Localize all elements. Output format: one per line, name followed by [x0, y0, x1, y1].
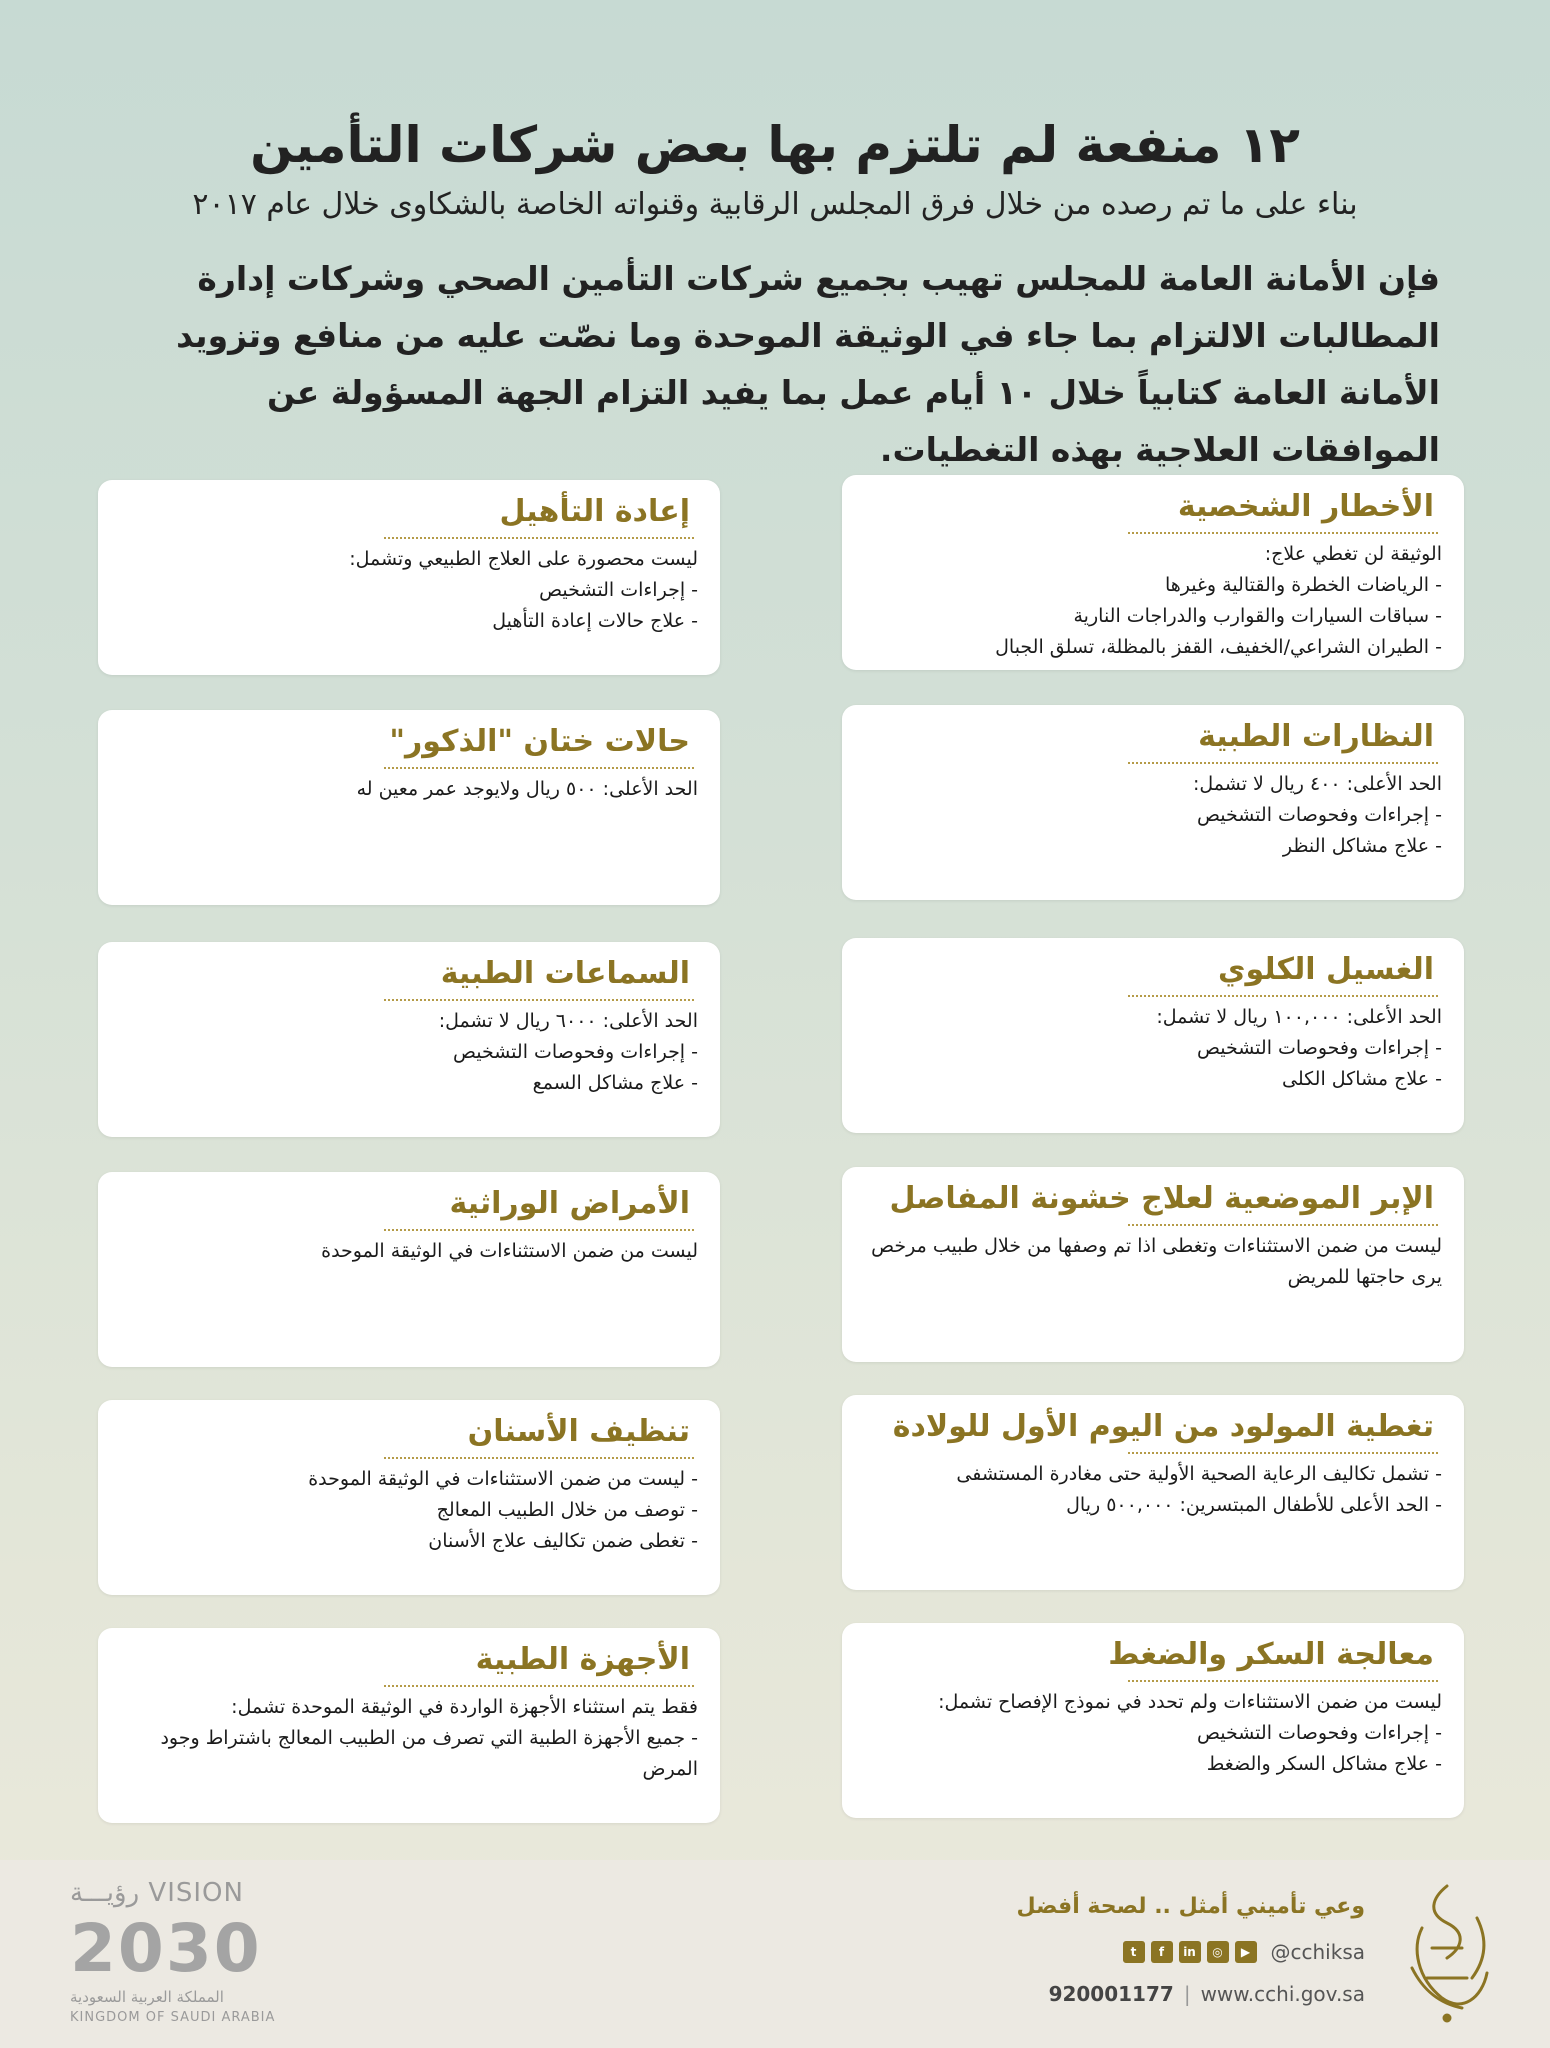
card-intro-line: ليست محصورة على العلاج الطبيعي وتشمل: [349, 548, 698, 570]
card-intro-line: الحد الأعلى: ٥٠٠ ريال ولايوجد عمر معين له [356, 778, 698, 800]
card-body [860, 1459, 1442, 1521]
website-link[interactable]: www.cchi.gov.sa [1200, 1982, 1365, 2006]
list-item: - توصف من خلال الطبيب المعالج [116, 1495, 698, 1526]
card-body [860, 1231, 1442, 1293]
card-intro-line: الحد الأعلى: ٤٠٠ ريال لا تشمل: [1192, 773, 1442, 795]
card-joint-injections [842, 1167, 1464, 1362]
card-personal-risks [842, 475, 1464, 670]
list-item: - الطيران الشراعي/الخفيف، القفز بالمظلة، تسلق الجبال [860, 632, 1442, 663]
card-genetic-diseases [98, 1172, 720, 1367]
card-newborn-coverage [842, 1395, 1464, 1590]
list-item: - الرياضات الخطرة والقتالية وغيرها [860, 570, 1442, 601]
contact-row [1049, 1982, 1365, 2006]
card-body [860, 1687, 1442, 1780]
list-item: - علاج مشاكل السمع [116, 1068, 698, 1099]
card-body [860, 539, 1442, 663]
list-item: - جميع الأجهزة الطبية التي تصرف من الطبيب المعالج باشتراط وجود المرض [116, 1723, 698, 1785]
card-dental-cleaning [98, 1400, 720, 1595]
card-diabetes-hypertension [842, 1623, 1464, 1818]
card-dialysis [842, 938, 1464, 1133]
list-item: - الحد الأعلى للأطفال المبتسرين: ٥٠٠,٠٠٠ ريال [860, 1490, 1442, 1521]
card-title: معالجة السكر والضغط [1108, 1637, 1434, 1676]
list-item: - علاج مشاكل السكر والضغط [860, 1749, 1442, 1780]
list-item: - علاج مشاكل النظر [860, 831, 1442, 862]
vision-2030-logo [70, 1878, 300, 2038]
card-title: تغطية المولود من اليوم الأول للولادة [893, 1409, 1434, 1448]
card-intro-line: ليست من ضمن الاستثناءات في الوثيقة الموحدة [321, 1240, 698, 1262]
card-title: الأخطار الشخصية [1178, 489, 1434, 528]
list-item: - علاج حالات إعادة التأهيل [116, 606, 698, 637]
cchi-logo-icon [1392, 1878, 1502, 2028]
kingdom-name-ar: المملكة العربية السعودية [70, 1988, 224, 2006]
card-title: النظارات الطبية [1198, 719, 1434, 758]
list-item: - إجراءات التشخيص [116, 575, 698, 606]
vision-year: 2030 [70, 1910, 262, 1987]
card-title: السماعات الطبية [441, 956, 690, 995]
page-title: ١٢ منفعة لم تلتزم بها بعض شركات التأمين [250, 116, 1300, 174]
card-title: إعادة التأهيل [500, 494, 690, 533]
youtube-icon[interactable]: ▶ [1235, 1941, 1257, 1963]
card-eyeglasses [842, 705, 1464, 900]
card-circumcision [98, 710, 720, 905]
list-item: - ليست من ضمن الاستثناءات في الوثيقة الموحدة [116, 1464, 698, 1495]
card-body [116, 544, 698, 637]
card-intro-line: ليست من ضمن الاستثناءات وتغطى اذا تم وصفها من خلال طبيب مرخص يرى حاجتها للمريض [871, 1235, 1442, 1288]
card-body [860, 1002, 1442, 1095]
card-body [860, 769, 1442, 862]
list-item: - سباقات السيارات والقوارب والدراجات النارية [860, 601, 1442, 632]
list-item: - تشمل تكاليف الرعاية الصحية الأولية حتى مغادرة المستشفى [860, 1459, 1442, 1490]
card-body [116, 1236, 698, 1267]
page-subtitle: بناء على ما تم رصده من خلال فرق المجلس الرقابية وقنواته الخاصة بالشكاوى خلال عام ٢٠١٧ [192, 187, 1358, 222]
card-title: الغسيل الكلوي [1218, 952, 1434, 991]
card-title: تنظيف الأسنان [468, 1414, 690, 1453]
card-body [116, 1006, 698, 1099]
kingdom-name-en: KINGDOM OF SAUDI ARABIA [70, 2010, 276, 2025]
list-item: - إجراءات وفحوصات التشخيص [860, 800, 1442, 831]
card-title: حالات ختان "الذكور" [389, 724, 690, 763]
phone-number[interactable]: 920001177 [1048, 1982, 1174, 2006]
divider: | [1183, 1982, 1191, 2006]
social-handle[interactable]: @cchiksa [1270, 1940, 1365, 1964]
card-rehabilitation [98, 480, 720, 675]
social-row [1123, 1940, 1365, 1964]
card-title: الأمراض الوراثية [449, 1186, 690, 1225]
card-title: الإبر الموضعية لعلاج خشونة المفاصل [890, 1181, 1434, 1220]
list-item: - علاج مشاكل الكلى [860, 1064, 1442, 1095]
card-medical-devices [98, 1628, 720, 1823]
header [50, 110, 1500, 228]
vision-label [70, 1878, 244, 1908]
card-intro-line: الحد الأعلى: ١٠٠,٠٠٠ ريال لا تشمل: [1156, 1006, 1442, 1028]
card-intro-line: الحد الأعلى: ٦٠٠٠ ريال لا تشمل: [438, 1010, 698, 1032]
linkedin-icon[interactable]: in [1179, 1941, 1201, 1963]
vision-label-ar: رؤيـــة [70, 1878, 140, 1908]
intro-paragraph: فإن الأمانة العامة للمجلس تهيب بجميع شركات التأمين الصحي وشركات إدارة المطالبات الالتزام بما جاء في الوثيقة الموحدة وما نصّت عليه من منافع وتزويد الأمانة العامة كتابياً خلال ١٠ أيام عمل بما يفيد التزام الجهة المسؤولة عن الموافقات العلاجية بهذه التغطيات. [176, 259, 1440, 469]
card-body [116, 1692, 698, 1785]
card-body [116, 774, 698, 805]
card-intro-line: ليست من ضمن الاستثناءات ولم تحدد في نموذج الإفصاح تشمل: [938, 1691, 1442, 1713]
card-hearing-aids [98, 942, 720, 1137]
list-item: - تغطى ضمن تكاليف علاج الأسنان [116, 1526, 698, 1557]
card-intro-line: فقط يتم استثناء الأجهزة الواردة في الوثيقة الموحدة تشمل: [231, 1696, 698, 1718]
vision-label-en: VISION [148, 1878, 244, 1908]
card-body [116, 1464, 698, 1557]
list-item: - إجراءات وفحوصات التشخيص [860, 1033, 1442, 1064]
slogan: وعي تأميني أمثل .. لصحة أفضل [1016, 1894, 1365, 1919]
instagram-icon[interactable]: ◎ [1207, 1941, 1229, 1963]
footer [0, 1860, 1550, 2048]
list-item: - إجراءات وفحوصات التشخيص [116, 1037, 698, 1068]
card-intro-line: الوثيقة لن تغطي علاج: [1264, 543, 1442, 565]
twitter-icon[interactable]: t [1123, 1941, 1145, 1963]
facebook-icon[interactable]: f [1151, 1941, 1173, 1963]
card-title: الأجهزة الطبية [476, 1642, 690, 1681]
list-item: - إجراءات وفحوصات التشخيص [860, 1718, 1442, 1749]
